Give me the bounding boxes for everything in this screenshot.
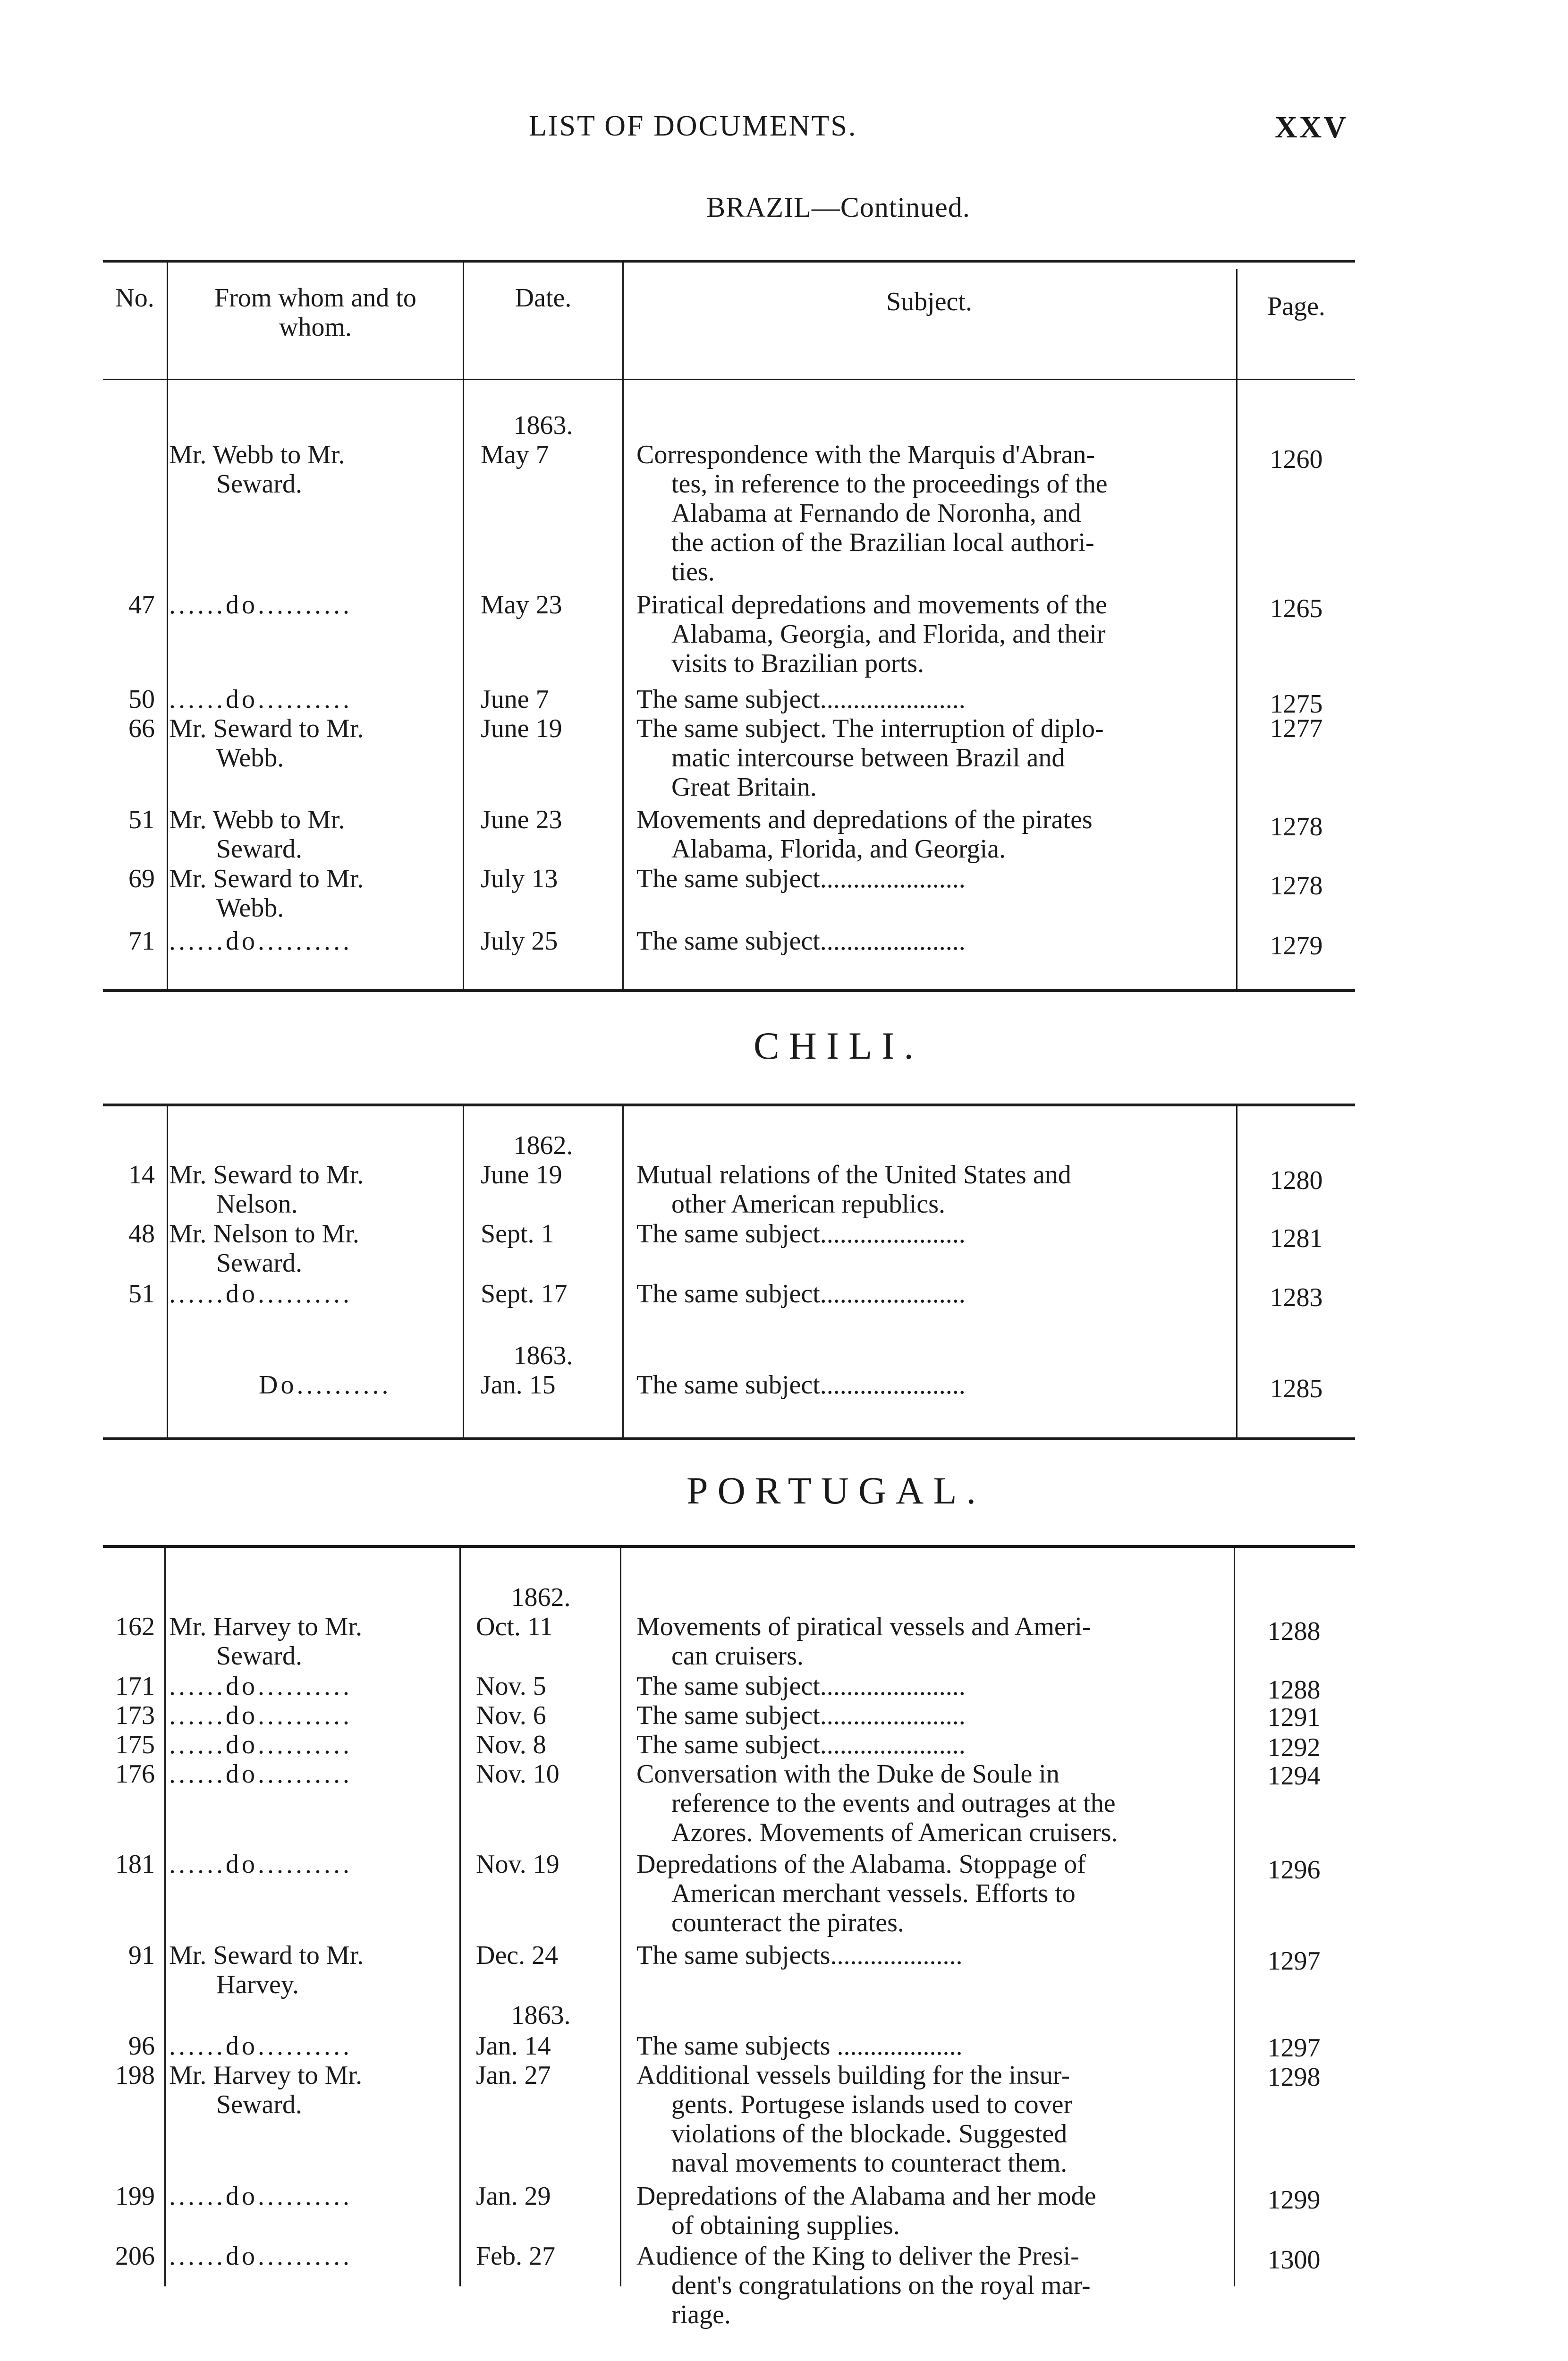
brazil-table — [103, 260, 1355, 996]
page-ref: 1297 — [1267, 1946, 1321, 1976]
subject: The same subject...................... — [636, 685, 966, 714]
from-to: Mr. Harvey to Mr. Seward. — [169, 2061, 363, 2119]
from-to: ......do.......... — [169, 2182, 352, 2211]
subject: The same subject...................... — [636, 1701, 966, 1730]
subject: Depredations of the Alabama. Stoppage of American merchant vessels. Efforts to counteract the pirates. — [636, 1850, 1086, 1937]
date: Feb. 27 — [476, 2242, 555, 2271]
date: July 13 — [481, 864, 558, 893]
from-to: ......do.......... — [169, 1701, 352, 1730]
doc-number: 91 — [128, 1941, 155, 1970]
doc-number: 69 — [128, 864, 155, 893]
date: Jan. 15 — [481, 1370, 556, 1400]
page-number: XXV — [1275, 110, 1348, 144]
from-to: Mr. Seward to Mr. Harvey. — [169, 1941, 364, 1999]
date: Jan. 14 — [476, 2031, 551, 2061]
brazil-heading: BRAZIL—Continued. — [706, 192, 970, 223]
date: Nov. 8 — [476, 1730, 546, 1759]
page-ref: 1260 — [1270, 445, 1323, 474]
from-to: Mr. Webb to Mr. Seward. — [169, 805, 345, 864]
date: Nov. 10 — [476, 1759, 559, 1789]
doc-number: 199 — [115, 2182, 155, 2211]
doc-number: 206 — [115, 2242, 155, 2271]
doc-number: 47 — [128, 590, 155, 620]
date: Nov. 6 — [476, 1701, 546, 1730]
column-divider — [164, 1545, 166, 2286]
doc-number: 71 — [128, 926, 155, 956]
page-ref: 1296 — [1267, 1855, 1321, 1885]
year-1862: 1862. — [511, 1583, 571, 1612]
year-1863: 1863. — [513, 1341, 573, 1370]
page-ref: 1280 — [1270, 1166, 1323, 1195]
date: Nov. 19 — [476, 1850, 559, 1879]
running-title: LIST OF DOCUMENTS. — [529, 110, 857, 142]
col-header-from-line1: From whom and to — [214, 283, 416, 313]
subject: The same subject...................... — [636, 1219, 966, 1248]
subject: Piratical depredations and movements of the Alabama, Georgia, and Florida, and their visits to Brazilian ports. — [636, 590, 1107, 678]
year-1863: 1863. — [513, 411, 573, 440]
from-to: Mr. Seward to Mr. Nelson. — [169, 1160, 364, 1219]
subject: The same subject...................... — [636, 1370, 966, 1400]
from-to: ......do.......... — [169, 1759, 352, 1789]
header-bottom-rule — [103, 379, 1355, 380]
page-ref: 1277 — [1270, 714, 1323, 743]
from-to: Mr. Nelson to Mr. Seward. — [169, 1219, 359, 1278]
from-to: ......do.......... — [169, 1279, 352, 1308]
col-header-page: Page. — [1267, 292, 1325, 321]
chili-table — [103, 1104, 1355, 1444]
page-ref: 1265 — [1270, 594, 1323, 623]
from-to: ......do.......... — [169, 685, 352, 714]
page-ref: 1291 — [1267, 1703, 1321, 1732]
chili-heading: CHILI. — [753, 1024, 924, 1067]
doc-number: 176 — [115, 1759, 155, 1789]
table-bottom-rule — [103, 989, 1355, 992]
table-top-rule — [103, 1545, 1355, 1548]
page-ref: 1297 — [1267, 2033, 1321, 2063]
col-header-date: Date. — [515, 283, 572, 313]
subject: The same subject...................... — [636, 1279, 966, 1308]
page-ref: 1299 — [1267, 2185, 1321, 2215]
from-to: ......do.......... — [169, 1850, 352, 1879]
page-ref: 1294 — [1267, 1761, 1321, 1791]
doc-number: 96 — [128, 2031, 155, 2061]
date: May 7 — [481, 440, 549, 469]
doc-number: 198 — [115, 2061, 155, 2090]
column-divider — [167, 260, 168, 991]
col-header-from-line2: whom. — [279, 313, 352, 342]
page-ref: 1288 — [1267, 1617, 1321, 1646]
doc-number: 50 — [128, 685, 155, 714]
col-header-from — [169, 283, 462, 342]
subject: Movements of piratical vessels and Ameri- can cruisers. — [636, 1612, 1091, 1671]
page-ref: 1278 — [1270, 812, 1323, 841]
date: Sept. 17 — [481, 1279, 568, 1308]
date: Jan. 27 — [476, 2061, 551, 2090]
page-ref: 1275 — [1270, 689, 1323, 719]
column-divider — [167, 1104, 168, 1439]
table-top-rule — [103, 260, 1355, 263]
date: Nov. 5 — [476, 1672, 546, 1701]
doc-number: 173 — [115, 1701, 155, 1730]
year-1863: 1863. — [511, 2001, 571, 2030]
date: Jan. 29 — [476, 2182, 551, 2211]
subject: Correspondence with the Marquis d'Abran- tes, in reference to the proceedings of the Alabama at Fernando de Noronha, and the action of the Brazilian local authori- ties. — [636, 440, 1108, 586]
from-to: Mr. Harvey to Mr. Seward. — [169, 1612, 363, 1671]
from-to: Mr. Webb to Mr. Seward. — [169, 440, 345, 499]
doc-number: 66 — [128, 714, 155, 743]
page-ref: 1300 — [1267, 2245, 1321, 2275]
from-to: ......do.......... — [169, 2242, 352, 2271]
date: Dec. 24 — [476, 1941, 559, 1970]
page-ref: 1292 — [1267, 1733, 1321, 1762]
page-ref: 1285 — [1270, 1374, 1323, 1403]
from-to: Mr. Seward to Mr. Webb. — [169, 714, 364, 773]
running-head — [0, 110, 1568, 157]
subject: The same subject...................... — [636, 1672, 966, 1701]
subject: Mutual relations of the United States and other American republics. — [636, 1160, 1071, 1219]
date: June 19 — [481, 1160, 562, 1189]
from-to: ......do.......... — [169, 2031, 352, 2061]
date: June 7 — [481, 685, 549, 714]
doc-number: 51 — [128, 1279, 155, 1308]
col-header-no: No. — [115, 283, 154, 313]
date: Oct. 11 — [476, 1612, 553, 1641]
date: May 23 — [481, 590, 562, 620]
subject: The same subject. The interruption of diplo- matic intercourse between Brazil and Great Britain. — [636, 714, 1104, 802]
subject: The same subjects ................... — [636, 2031, 963, 2061]
portugal-table — [103, 1545, 1355, 2348]
from-to: Do.......... — [259, 1370, 391, 1400]
from-to: ......do.......... — [169, 926, 352, 956]
table-top-rule — [103, 1104, 1355, 1106]
doc-number: 171 — [115, 1672, 155, 1701]
page-ref: 1278 — [1270, 871, 1323, 900]
table-bottom-rule — [103, 1437, 1355, 1440]
subject: The same subjects.................... — [636, 1941, 963, 1970]
from-to: ......do.......... — [169, 1672, 352, 1701]
from-to: Mr. Seward to Mr. Webb. — [169, 864, 364, 923]
doc-number: 175 — [115, 1730, 155, 1759]
doc-number: 181 — [115, 1850, 155, 1879]
page-ref: 1279 — [1270, 931, 1323, 960]
col-header-subject: Subject. — [886, 287, 972, 316]
from-to: ......do.......... — [169, 1730, 352, 1759]
column-divider — [620, 1545, 621, 2286]
page-ref: 1283 — [1270, 1283, 1323, 1312]
page-ref: 1281 — [1270, 1224, 1323, 1253]
date: June 19 — [481, 714, 562, 743]
date: June 23 — [481, 805, 562, 834]
date: July 25 — [481, 926, 558, 956]
subject: The same subject...................... — [636, 864, 966, 893]
subject: Movements and depredations of the pirates Alabama, Florida, and Georgia. — [636, 805, 1093, 864]
subject: Audience of the King to deliver the Presi- dent's congratulations on the royal mar- riage. — [636, 2242, 1091, 2329]
subject: Depredations of the Alabama and her mode of obtaining supplies. — [636, 2182, 1096, 2240]
page-ref: 1298 — [1267, 2063, 1321, 2092]
page-ref: 1288 — [1267, 1675, 1321, 1705]
date: Sept. 1 — [481, 1219, 554, 1248]
doc-number: 162 — [115, 1612, 155, 1641]
subject: Additional vessels building for the insur- gents. Portugese islands used to cover violations of the blockade. Suggested naval movements to counteract them. — [636, 2061, 1073, 2178]
doc-number: 14 — [128, 1160, 155, 1189]
from-to: ......do.......... — [169, 590, 352, 620]
subject: The same subject...................... — [636, 1730, 966, 1759]
subject: The same subject...................... — [636, 926, 966, 956]
year-1862: 1862. — [513, 1131, 573, 1160]
doc-number: 48 — [128, 1219, 155, 1248]
subject: Conversation with the Duke de Soule in reference to the events and outrages at the Azores. Movements of American cruisers. — [636, 1759, 1118, 1847]
portugal-heading: PORTUGAL. — [687, 1469, 985, 1512]
doc-number: 51 — [128, 805, 155, 834]
